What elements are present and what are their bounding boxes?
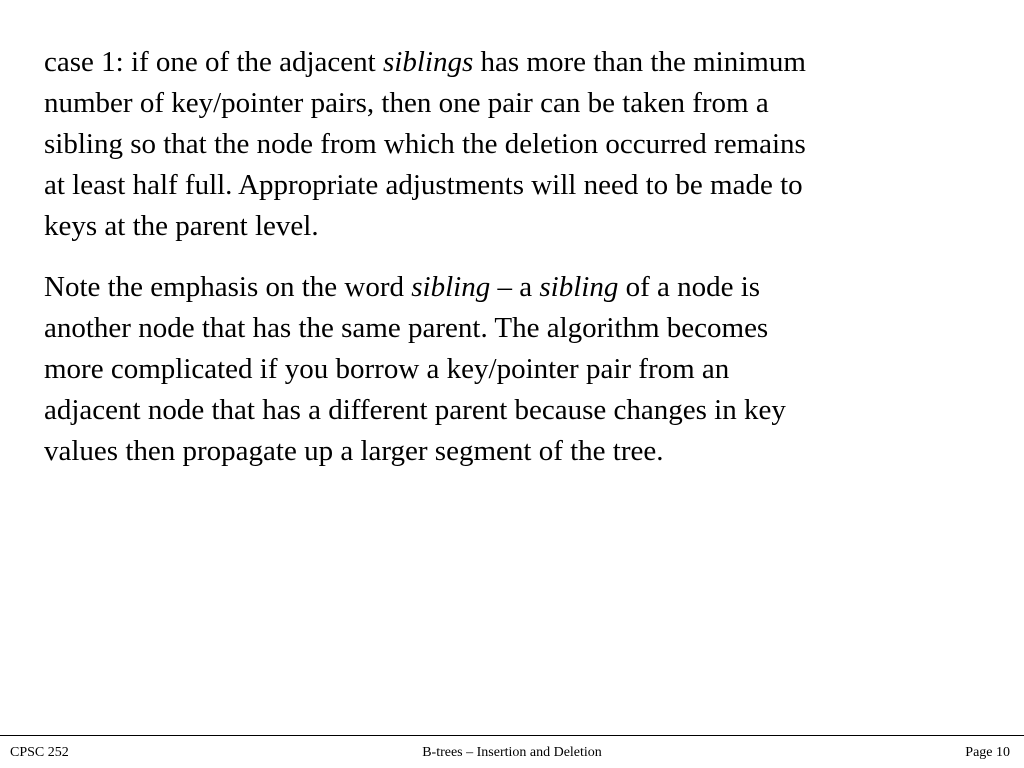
footer-course: CPSC 252: [10, 745, 69, 760]
text-run: at least half full. Appropriate adjustments will need to be made to: [44, 169, 803, 201]
text-run: another node that has the same parent. The algorithm becomes: [44, 312, 769, 344]
paragraph-note: [44, 267, 984, 472]
text-run: has more than the minimum: [473, 46, 806, 78]
text-run: adjacent node that has a different parent because changes in key: [44, 394, 786, 426]
emphasized-word: sibling: [411, 271, 491, 303]
text-line: [44, 308, 984, 349]
emphasized-word: siblings: [382, 46, 474, 78]
text-run: sibling so that the node from which the deletion occurred remains: [44, 128, 806, 160]
footer-topic: B-trees – Insertion and Deletion: [422, 745, 602, 760]
paragraph-case-1: [44, 42, 984, 247]
text-run: – a: [490, 271, 540, 303]
text-run: Note the emphasis on the word: [44, 271, 412, 303]
text-line: [44, 206, 984, 247]
footer: [0, 743, 1024, 763]
slide-body: [44, 42, 984, 472]
emphasized-word: sibling: [539, 271, 619, 303]
text-line: [44, 165, 984, 206]
text-run: case 1: if one of the adjacent: [44, 46, 383, 78]
text-line: [44, 431, 984, 472]
footer-divider: [0, 735, 1024, 736]
text-line: [44, 349, 984, 390]
text-run: number of key/pointer pairs, then one pair can be taken from a: [44, 87, 769, 119]
text-line: [44, 267, 984, 308]
text-run: more complicated if you borrow a key/pointer pair from an: [44, 353, 730, 385]
text-line: [44, 124, 984, 165]
text-run: of a node is: [618, 271, 761, 303]
text-run: keys at the parent level.: [44, 210, 319, 242]
text-line: [44, 390, 984, 431]
text-line: [44, 83, 984, 124]
text-run: values then propagate up a larger segment of the tree.: [44, 435, 664, 467]
text-line: [44, 42, 984, 83]
footer-page-number: Page 10: [965, 745, 1010, 760]
